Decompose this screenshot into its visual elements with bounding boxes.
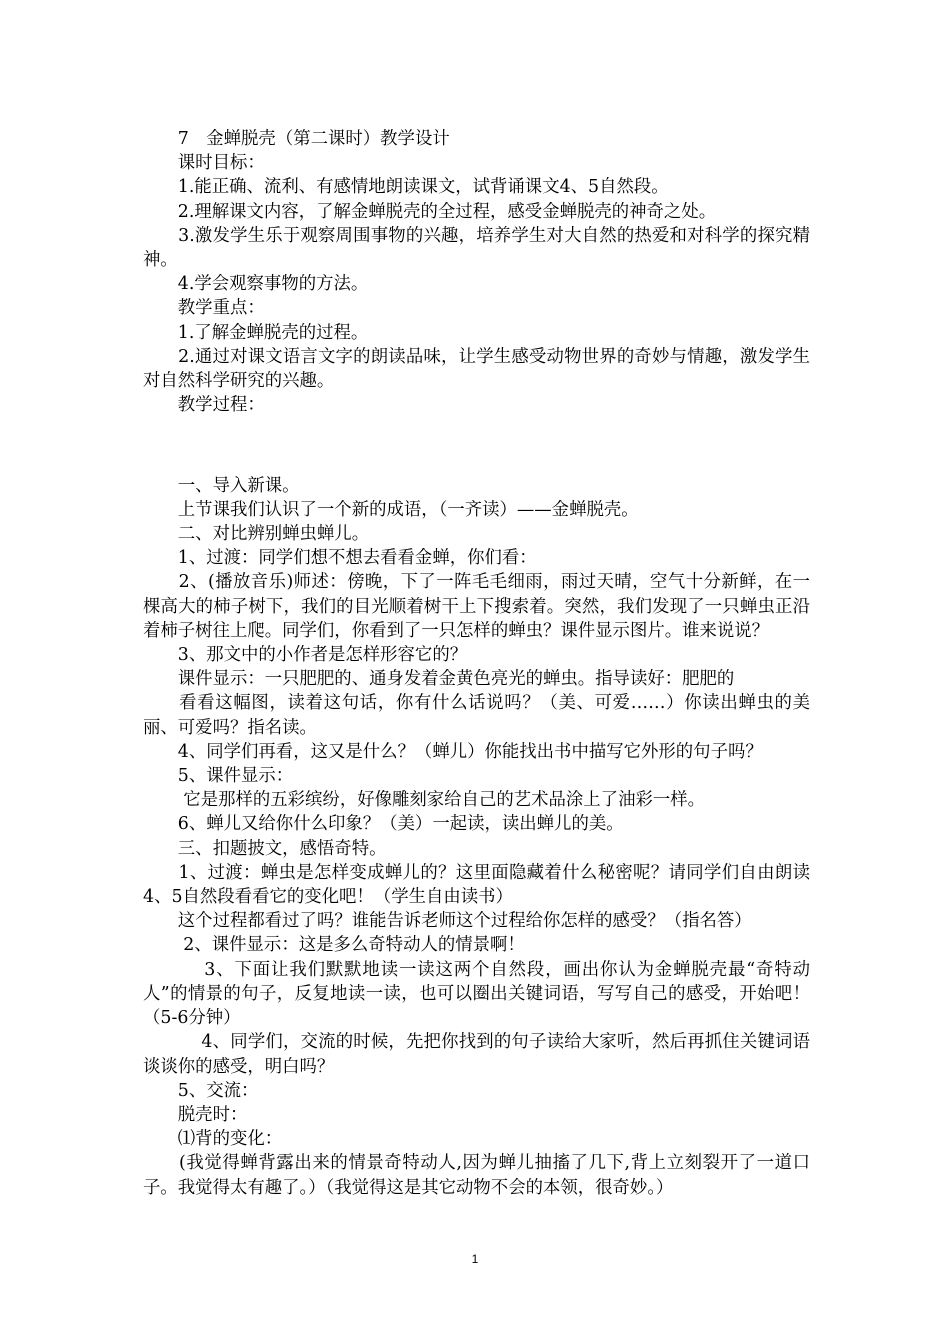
document-body xyxy=(143,127,810,1200)
paragraph: ⑴背的变化： xyxy=(143,1129,283,1150)
paragraph: 教学重点： xyxy=(143,298,265,319)
document-title: 7 金蝉脱壳（第二课时）教学设计 xyxy=(177,129,450,149)
paragraph: 它是那样的五彩缤纷，好像雕刻家给自己的艺术品涂上了油彩一样。 xyxy=(143,790,706,811)
paragraph: 1.了解金蝉脱壳的过程。 xyxy=(143,322,369,343)
paragraph: 1.能正确、流利、有感情地朗读课文，试背诵课文4、5自然段。 xyxy=(143,177,669,198)
page-number: 1 xyxy=(471,1252,479,1266)
paragraph-list xyxy=(143,151,810,1200)
paragraph: 1、过渡：蝉虫是怎样变成蝉儿的？这里面隐藏着什么秘密呢？请同学们自由朗读4、5自然段看看它的变化吧！（学生自由读书） xyxy=(143,862,810,908)
paragraph: 2、(播放音乐)师述：傍晚，下了一阵毛毛细雨，雨过天晴，空气十分新鲜，在一棵高大的柿子树下，我们的目光顺着树干上下搜索着。突然，我们发现了一只蝉虫正沿着柿子树往上爬。同学们，你看到了一只怎样的蝉虫？课件显示图片。谁来说说？ xyxy=(143,572,810,641)
paragraph: 3.激发学生乐于观察周围事物的兴趣，培养学生对大自然的热爱和对科学的探究精神。 xyxy=(143,225,810,271)
paragraph: 一、导入新课。 xyxy=(143,475,300,496)
paragraph: 4.学会观察事物的方法。 xyxy=(143,274,369,295)
paragraph: 4、同学们再看，这又是什么？（蝉儿）你能找出书中描写它外形的句子吗？ xyxy=(143,741,763,762)
paragraph: 5、交流： xyxy=(143,1080,259,1101)
paragraph: 6、蝉儿又给你什么印象？（美）一起读，读出蝉儿的美。 xyxy=(143,814,624,835)
paragraph: 看看这幅图，读着这句话，你有什么话说吗？（美、可爱……）你读出蝉虫的美丽、可爱吗？指名读。 xyxy=(143,693,810,738)
paragraph: 教学过程： xyxy=(143,395,265,416)
paragraph: 这个过程都看过了吗？谁能告诉老师这个过程给你怎样的感受？（指名答） xyxy=(143,911,752,932)
blank-line xyxy=(143,433,810,457)
paragraph: (我觉得蝉背露出来的情景奇特动人,因为蝉儿抽搐了几下,背上立刻裂开了一道口子。我觉得太有趣了。）（我觉得这是其它动物不会的本领，很奇妙。） xyxy=(143,1153,810,1198)
paragraph: 2.通过对课文语言文字的朗读品味，让学生感受动物世界的奇妙与情趣，激发学生对自然科学研究的兴趣。 xyxy=(143,346,810,392)
paragraph: 脱壳时： xyxy=(143,1104,248,1125)
paragraph: 上节课我们认识了一个新的成语，（一齐读）——金蝉脱壳。 xyxy=(143,499,639,520)
paragraph: 4、同学们，交流的时候，先把你找到的句子读给大家听，然后再抓住关键词语谈谈你的感受，明白吗？ xyxy=(143,1032,810,1077)
paragraph: 课件显示：一只肥肥的、通身发着金黄色亮光的蝉虫。指导读好：肥肥的 xyxy=(143,669,735,690)
paragraph: 5、课件显示： xyxy=(143,766,294,787)
paragraph: 三、扣题披文，感悟奇特。 xyxy=(143,838,387,859)
paragraph: 二、对比辨别蝉虫蝉儿。 xyxy=(143,524,370,545)
paragraph: 1、过渡：同学们想不想去看看金蝉，你们看： xyxy=(143,548,537,569)
paragraph: 3、下面让我们默默地读一读这两个自然段，画出你认为金蝉脱壳最“奇特动人”的情景的句子，反复地读一读，也可以圈出关键词语，写写自己的感受，开始吧！（5-6分钟） xyxy=(143,959,810,1029)
paragraph: 3、那文中的小作者是怎样形容它的？ xyxy=(143,645,468,666)
paragraph: 2.理解课文内容，了解金蝉脱壳的全过程，感受金蝉脱壳的神奇之处。 xyxy=(143,201,717,222)
paragraph: 2、课件显示：这是多么奇特动人的情景啊！ xyxy=(143,935,525,956)
paragraph: 课时目标： xyxy=(143,153,265,174)
